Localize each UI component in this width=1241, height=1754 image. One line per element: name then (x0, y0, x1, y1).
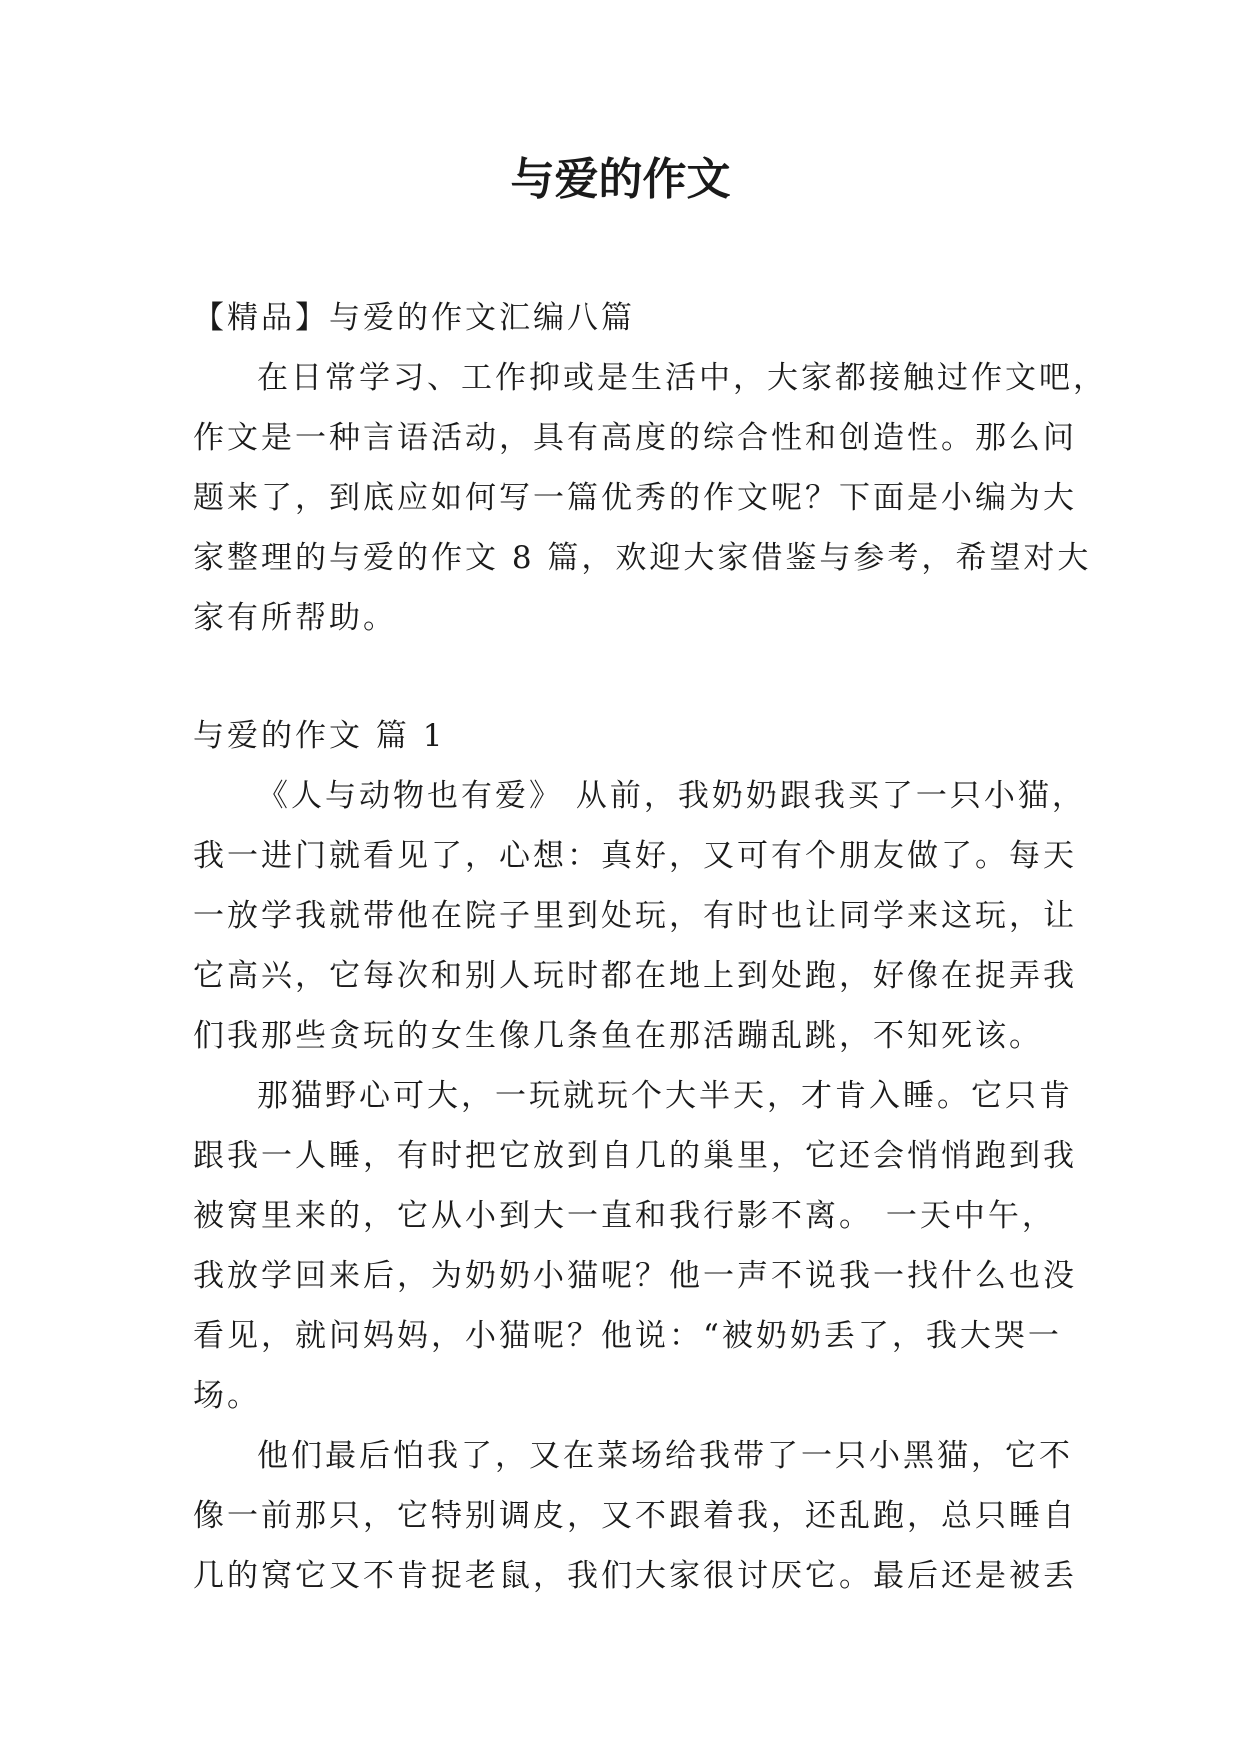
document-title: 与爱的作文 (510, 154, 731, 205)
paragraph-line: 像一前那只，它特别调皮，又不跟着我，还乱跑，总只睡自 (193, 1498, 1077, 1534)
intro-paragraph (193, 348, 1107, 648)
paragraph-line: 看见，就问妈妈，小猫呢？他说：“被奶奶丢了，我大哭一 (193, 1318, 1062, 1354)
paragraph-line: 被窝里来的，它从小到大一直和我行影不离。 一天中午， (193, 1198, 1056, 1234)
paragraph-line: 他们最后怕我了，又在菜场给我带了一只小黑猫，它不 (257, 1438, 1073, 1474)
paragraph-line: 一放学我就带他在院子里到处玩，有时也让同学来这玩，让 (193, 898, 1077, 934)
story-paragraph-3 (193, 1426, 1077, 1606)
paragraph-line: 场。 (193, 1378, 261, 1414)
paragraph-line: 我一进门就看见了，心想：真好，又可有个朋友做了。每天 (193, 838, 1077, 874)
paragraph-line: 跟我一人睡，有时把它放到自几的巢里，它还会悄悄跑到我 (193, 1138, 1077, 1174)
intro-line: 家有所帮助。 (193, 600, 397, 636)
paragraph-line: 《人与动物也有爱》 从前，我奶奶跟我买了一只小猫， (257, 778, 1086, 814)
paragraph-line: 它高兴，它每次和别人玩时都在地上到处跑，好像在捉弄我 (193, 958, 1077, 994)
section-heading: 与爱的作文 篇 1 (193, 718, 446, 754)
story-paragraph-1 (193, 766, 1086, 1066)
intro-line: 作文是一种言语活动，具有高度的综合性和创造性。那么问 (193, 420, 1077, 456)
intro-line: 在日常学习、工作抑或是生活中，大家都接触过作文吧， (257, 360, 1107, 396)
paragraph-line: 我放学回来后，为奶奶小猫呢？他一声不说我一找什么也没 (193, 1258, 1077, 1294)
story-paragraph-2 (193, 1066, 1077, 1426)
document-subtitle: 【精品】与爱的作文汇编八篇 (193, 300, 635, 336)
paragraph-line: 那猫野心可大，一玩就玩个大半天，才肯入睡。它只肯 (257, 1078, 1073, 1114)
section-spacer (193, 648, 1063, 706)
paragraph-line: 几的窝它又不肯捉老鼠，我们大家很讨厌它。最后还是被丢 (193, 1558, 1077, 1594)
intro-line: 题来了，到底应如何写一篇优秀的作文呢？下面是小编为大 (193, 480, 1077, 516)
document-body (193, 288, 1107, 1606)
paragraph-line: 们我那些贪玩的女生像几条鱼在那活蹦乱跳，不知死该。 (193, 1018, 1043, 1054)
intro-line: 家整理的与爱的作文 8 篇，欢迎大家借鉴与参考，希望对大 (193, 540, 1092, 576)
